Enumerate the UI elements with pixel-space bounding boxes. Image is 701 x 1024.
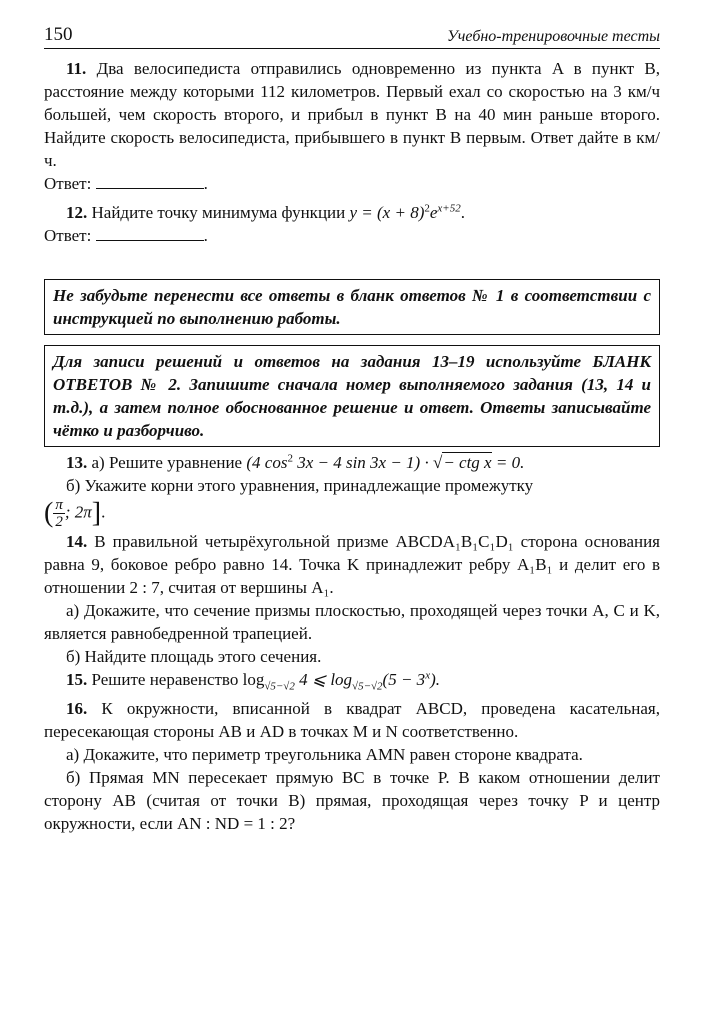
log-base-2: √5−√2: [352, 680, 383, 693]
task-13-b: [44, 474, 660, 497]
task-12: 12. Найдите точку минимума функции $y = (x + 8)^2e^{x+52}$.: [66, 202, 465, 222]
task-text: Найдите точку минимума функции: [91, 203, 346, 222]
task-text: В правильной четырёхугольной призме ABCDA₁B₁C₁D₁ сторона основания равна 9, боковое ребро равно 14. Точка K принадлежит ребру A₁B₁ и делит его в отношении 2 : 7, считая от вершины A₁.: [44, 532, 661, 597]
log-base: √5−√2: [264, 680, 295, 693]
task-16-b: б) Прямая MN пересекает прямую BC в точке P. В каком отношении делит сторону AB (считая от точки B) прямая, проходящая через точку P и центр окружности, если AN : ND = 1 : 2?: [44, 768, 660, 833]
notice-box-solutions: Для записи решений и ответов на задания 13–19 используйте БЛАНК ОТВЕТОВ № 2. Запишите сначала номер выполняемого задания (13, 14 и т.д.), а затем полное обоснованное решение и ответ. Ответы записывайте чётко и разборчиво.: [44, 345, 660, 447]
task-number: 11.: [66, 59, 87, 78]
notice-box-answers: Не забудьте перенести все ответы в бланк ответов № 1 в соответствии с инструкцией по выполнению работы.: [44, 279, 660, 335]
answer-blank: [96, 225, 204, 241]
page: [44, 20, 660, 835]
equation: (4 $\cos^2 3x - 4$ sin 3x − 1) · √− ctg x = 0.: [246, 452, 525, 472]
task-14: [44, 530, 660, 599]
content: [44, 57, 660, 835]
task-number: 13.: [66, 453, 88, 472]
interval-rest: ; 2π: [64, 502, 92, 522]
task-text: Решите неравенство: [91, 670, 239, 689]
task-number: 14.: [66, 532, 88, 551]
task-14-a: а) Докажите, что сечение призмы плоскостью, проходящей через точки A, C и K, является равнобедренной трапецией.: [44, 601, 660, 643]
page-number: 150: [44, 24, 73, 45]
task-formula: $y = (x + 8)^2e^{x+52}$: [349, 202, 461, 222]
inequality: $\log_{√5-√2} 4$ ⩽ $\log_{√5-√2}(5 - 3^x)$.: [242, 669, 440, 693]
task-16-a: а) Докажите, что периметр треугольника AMN равен стороне квадрата.: [66, 745, 583, 764]
task-number: 16.: [66, 699, 88, 718]
answer-blank: [96, 173, 204, 189]
fraction: $\frac{\pi}{2}$: [55, 497, 63, 530]
task-text: Два велосипедиста отправились одновременно из пункта A в пункт B, расстояние между которыми 112 километров. Первый ехал со скоростью на 3 км/ч большей, чем скорость второго, и прибыл в пункт B на 40 мин раньше второго. Найдите скорость велосипедиста, прибывшего в пункт B первым. Ответ дайте в км/ч.: [44, 59, 661, 170]
answer-line: Ответ: .: [44, 174, 208, 193]
task-text: К окружности, вписанной в квадрат ABCD, проведена касательная, пересекающая стороны AB и AD в точках M и N соответственно.: [44, 699, 660, 741]
running-title: Учебно-тренировочные тесты: [447, 28, 660, 45]
interval: ( $\frac{\pi}{2}$ ; 2π].: [44, 497, 106, 530]
page-header: [44, 20, 660, 49]
answer-label: Ответ:: [44, 174, 92, 193]
task-number: 12.: [66, 203, 88, 222]
task-13: [44, 451, 660, 474]
task-14-b: б) Найдите площадь этого сечения.: [66, 647, 322, 666]
task-16: [44, 697, 660, 743]
part-b: б) Укажите корни этого уравнения, принадлежащие промежутку: [66, 476, 534, 495]
task-number: 15.: [66, 670, 88, 689]
task-15: [44, 668, 660, 691]
task-11: [44, 57, 660, 172]
answer-line: Ответ: .: [44, 226, 208, 245]
part-a: а) Решите уравнение: [91, 453, 243, 472]
answer-label: Ответ:: [44, 226, 92, 245]
